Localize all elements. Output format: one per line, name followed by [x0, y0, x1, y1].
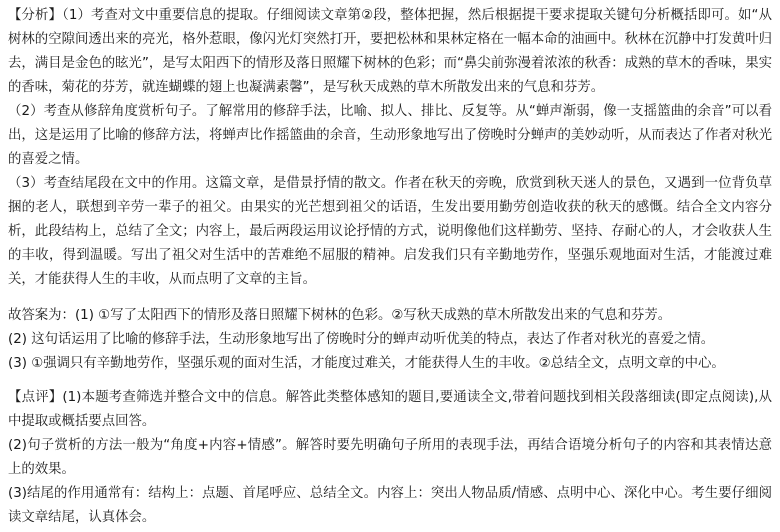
comment-paragraph-1: 【点评】(1)本题考查筛选并整合文中的信息。解答此类整体感知的题目,要通读全文,带着问题找到相关段落细读(即定点阅读),从中提取或概括要点回答。 — [8, 390, 772, 429]
answer-line-1: 故答案为：(1) ①写了太阳西下的情形及落日照耀下树林的色彩。②写秋天成熟的草木所散发出来的气息和芬芳。 — [8, 308, 672, 323]
analysis-section — [8, 4, 772, 292]
comment-paragraph-2: (2)句子赏析的方法一般为“角度+内容+情感”。解答时要先明确句子所用的表现手法，再结合语境分析句子的内容和其表情达意上的效果。 — [8, 438, 772, 477]
comment-paragraph-3: (3)结尾的作用通常有：结构上：点题、首尾呼应、总结全文。内容上：突出人物品质/情感、点明中心、深化中心。考生要仔细阅读文章结尾，认真体会。 — [8, 486, 772, 525]
analysis-paragraph-1: 【分析】（1）考查对文中重要信息的提取。仔细阅读文章第②段，整体把握，然后根据提干要求提取关键句分析概括即可。如“从树林的空隙间透出来的亮光，格外惹眼，像闪光灯突然打开，要把松林和果林定格在一幅本命的油画中。秋林在沉静中打发黄叶归去，满目是金色的眩光”，是写太阳西下的情形及落日照耀下树林的色彩；而“鼻尖前弥漫着浓浓的秋香：成熟的草木的香味，果实的香味，菊花的芬芳，就连蝴蝶的翅上也凝满素馨”，是写秋天成熟的草木所散发出来的气息和芬芳。 — [8, 8, 772, 95]
answer-line-2: (2) 这句话运用了比喻的修辞手法，生动形象地写出了傍晚时分的蝉声动听优美的特点，表达了作者对秋光的喜爱之情。 — [8, 332, 715, 347]
analysis-paragraph-2: （2）考查从修辞角度赏析句子。了解常用的修辞手法，比喻、拟人、排比、反复等。从“蝉声渐弱，像一支摇篮曲的余音”可以看出，这是运用了比喻的修辞方法，将蝉声比作摇篮曲的余音，生动形象地写出了傍晚时分蝉声的美妙动听，从而表达了作者对秋光的喜爱之情。 — [8, 104, 772, 167]
answer-section — [8, 304, 772, 376]
analysis-paragraph-3: （3）考查结尾段在文中的作用。这篇文章，是借景抒情的散文。作者在秋天的旁晚，欣赏到秋天迷人的景色，又遇到一位背负草捆的老人，联想到辛劳一辈子的祖父。由果实的光芒想到祖父的话语，生发出要用勤劳创造收获的秋天的感慨。结合全文内容分析，此段结构上，总结了全文；内容上，最后两段运用议论抒情的方式，说明像他们这样勤劳、坚持、存耐心的人，才会收获人生的丰收，得到温暖。写出了祖父对生活中的苦难绝不屈服的精神。启发我们只有辛勤地劳作，坚强乐观地面对生活，才能渡过难关，才能获得人生的丰收，从而点明了文章的主旨。 — [8, 176, 772, 287]
answer-line-3: (3) ①强调只有辛勤地劳作，坚强乐观的面对生活，才能度过难关，才能获得人生的丰收。②总结全文，点明文章的中心。 — [8, 356, 725, 371]
comment-section — [8, 386, 772, 530]
